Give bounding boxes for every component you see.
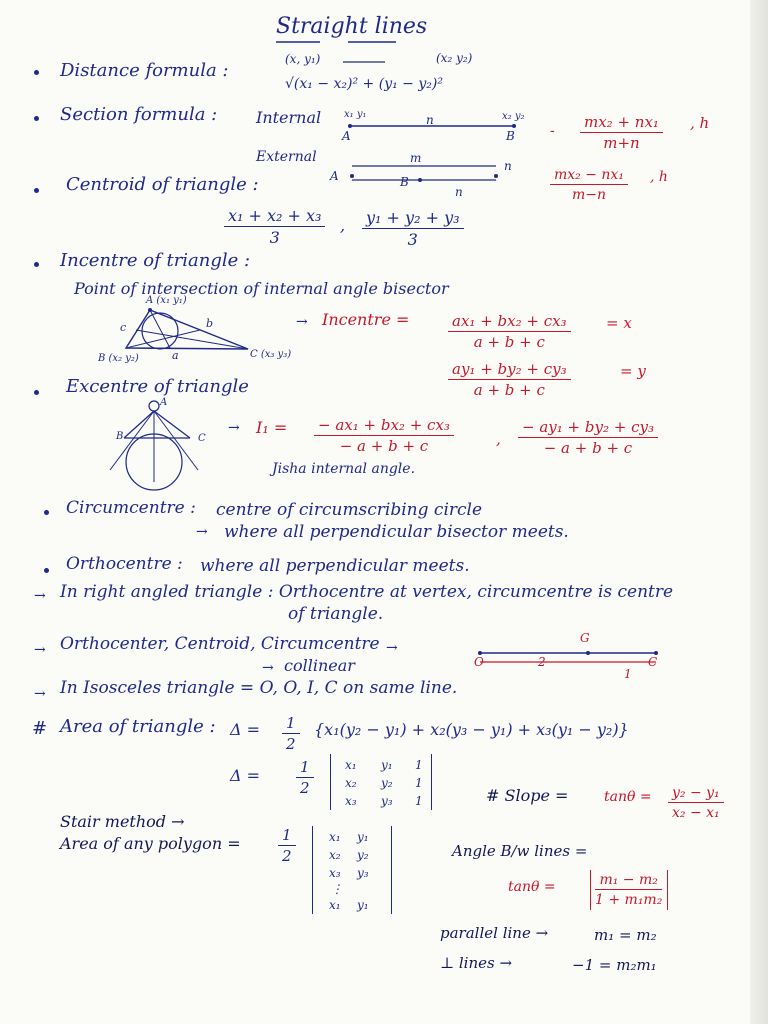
area-formula: {x₁(y₂ − y₁) + x₂(y₃ − y₁) + x₃(y₁ − y₂)} <box>314 720 629 739</box>
bullet <box>44 510 49 515</box>
perp-label: ⊥ lines → <box>440 954 513 972</box>
collinear-line: Orthocenter, Centroid, Circumcentre <box>60 634 380 654</box>
excentre-note: Jisha internal angle. <box>272 461 416 477</box>
excentre-vertex-A: A <box>160 397 168 408</box>
distance-formula: √(x₁ − x₂)² + (y₁ − y₂)² <box>285 76 443 92</box>
area-label: Area of triangle : <box>60 716 216 737</box>
orthocentre-label: Orthocentre : <box>66 554 183 574</box>
perp-value: −1 = m₂m₁ <box>572 956 657 974</box>
area-delta: Δ = <box>230 720 261 739</box>
incentre-vertex-B: B (x₂ y₂) <box>98 353 139 364</box>
incentre-arrow-label: Incentre = <box>322 310 410 329</box>
bullet <box>34 70 39 75</box>
circumcentre-desc2: where all perpendicular bisector meets. <box>224 522 569 542</box>
arrow-icon: → <box>196 524 208 540</box>
bullet <box>44 568 49 573</box>
collinear-ratio-1: 1 <box>624 667 632 681</box>
orthocentre-desc: where all perpendicular meets. <box>200 556 470 576</box>
page-edge <box>750 0 768 1024</box>
centroid-sep: , <box>340 216 346 235</box>
excentre-x-fraction: $\frac{\text{− ax₁ + bx₂ + cx₃}}{- a + b + c}$ <box>314 418 454 454</box>
section-int-B: B <box>506 129 515 143</box>
section-ext-A: A <box>330 169 339 183</box>
section-int-tail: , h <box>690 114 710 132</box>
right-angled-line1: In right angled triangle : Orthocentre at vertex, circumcentre is centre <box>60 582 674 602</box>
arrow-icon: → <box>262 660 274 676</box>
parallel-value: m₁ = m₂ <box>594 926 657 944</box>
bullet <box>34 390 39 395</box>
excentre-sep: , <box>496 430 501 448</box>
bullet <box>34 116 39 121</box>
incentre-desc: Point of intersection of internal angle bisector <box>74 279 449 298</box>
incentre-vertex-C: C (x₃ y₃) <box>250 349 292 360</box>
collinear-O: O <box>474 655 484 669</box>
section-label: Section formula : <box>60 104 218 125</box>
incentre-side-b: b <box>206 317 214 330</box>
angle-fraction: $\frac{\text{m₁ − m₂}}{\text{1 + m₁m₂}}$ <box>595 872 663 908</box>
section-ext-B: B <box>400 175 409 189</box>
stair-label: Stair method → <box>60 812 185 831</box>
circumcentre-desc: centre of circumscribing circle <box>216 500 483 520</box>
incentre-side-c: c <box>120 321 127 334</box>
angle-abs <box>590 870 668 910</box>
area-delta-2: Δ = <box>230 766 261 785</box>
section-int-n: n <box>426 113 434 127</box>
angle-tan: tanθ = <box>508 879 556 895</box>
section-int-A: A <box>342 129 351 143</box>
area-half: $\frac{1}{2}$ <box>282 716 300 752</box>
arrow-icon: → <box>34 588 46 604</box>
hash-icon: # <box>32 718 48 739</box>
polygon-determinant: x₁ y₁ x₂ y₂ x₃ y₃ ⋮ x₁ y₁ <box>312 826 392 914</box>
excentre-vertex-B: B <box>116 431 124 442</box>
incentre-x-tail: = x <box>606 314 632 332</box>
slope-label: # Slope = <box>486 786 569 805</box>
section-ext-tail: , h <box>650 169 668 185</box>
centroid-label: Centroid of triangle : <box>66 174 259 195</box>
section-internal: Internal <box>256 108 322 127</box>
bullet <box>34 262 39 267</box>
section-ext-n: n <box>455 185 463 199</box>
circumcentre-label: Circumcentre : <box>66 498 196 518</box>
incentre-label: Incentre of triangle : <box>60 250 251 271</box>
slope-fraction: $\frac{\text{y₂ − y₁}}{\text{x₂ − x₁}}$ <box>668 786 724 820</box>
collinear-diagram <box>0 0 1 1</box>
arrow-icon: → <box>34 642 46 658</box>
polygon-half: $\frac{1}{2}$ <box>278 828 296 864</box>
incentre-vertex-A: A (x₁ y₁) <box>146 295 187 306</box>
arrow-icon: → <box>296 314 308 330</box>
section-int-p1: x₁ y₁ <box>344 109 367 120</box>
stair-polygon: Area of any polygon = <box>60 834 241 853</box>
isosceles-line: In Isosceles triangle = O, O, I, C on same line. <box>60 678 458 698</box>
section-external: External <box>256 149 317 165</box>
arrow-icon: → <box>386 640 398 656</box>
slope-tan: tanθ = <box>604 789 652 805</box>
section-internal-fraction: $\frac{\text{mx₂ + nx₁}}{m+n}$ <box>580 115 663 151</box>
area-determinant: x₁ y₁ 1 x₂ y₂ 1 x₃ y₃ 1 <box>330 754 432 810</box>
collinear-sub: collinear <box>284 656 355 675</box>
distance-point-1: (x, y₁) <box>285 52 321 66</box>
incentre-side-a: a <box>172 349 179 362</box>
incentre-x-fraction: $\frac{\text{ax₁ + bx₂ + cx₃}}{a + b + c}$ <box>448 314 571 350</box>
angle-label: Angle B/w lines = <box>452 842 588 860</box>
section-external-fraction: $\frac{\text{mx₂ − nx₁}}{m-n}$ <box>550 168 628 202</box>
right-angled-line2: of triangle. <box>288 604 384 624</box>
notebook-page: Straight lines Distance formula : (x, y₁) (x₂ y₂) √(x₁ − x₂)² + (y₁ − y₂)² Section formula : Internal x₁ y₁ n x₂ y₂ A B - $\frac{\text{mx₂ + nx₁}}{m+n}$ , h External m A B n n $\frac{\text{mx₂ − nx₁}}{m-n}$ , h Centroid of triangle : $\frac{\text{x₁ + x₂ + x₃}}{3}$ , $\frac{\text{y₁ + y₂ + y₃}}{3}$ Incentre of triangle : Point of intersection of internal angle bisector A (x₁ y₁) B (x₂ y₂) C (x₃ y₃) c b a → Incentre = $\frac{\text{ax₁ + bx₂ + cx₃}}{a + b + c}$ = x $\frac{\text{ay₁ + by₂ + cy₃}}{a + b + c}$ = y Excentre of triangle A B C → I₁ = $\frac{\text{− ax₁ + bx₂ + cx₃}}{- a + b + c}$ , $\frac{\text{− ay₁ + by₂ + cy₃}}{- a + b + c}$ Jisha internal angle. Circumcentre : centre of circumscribing circle → where all perpendicular bisector meets. Orthocentre : where all perpendicular meets. → In right angled triangle : Orthocentre at vertex, circumcentre is centre of triangle. → Orthocenter, Centroid, Circumcentre → → collinear O G C 2 1 → In Isosceles triangle = O, O, I, C on same line. # Area of triangle : Δ = $\frac{1}{2}$ {x₁(y₂ − y₁) + x₂(y₃ − y₁) + x₃(y₁ − y₂)} Δ = $\frac{1}{2}$ x₁ y₁ 1 x₂ y₂ 1 x₃ y₃ 1 # Slope = tanθ = $\frac{\text{y₂ − y₁}}{\text{x₂ − x₁}}$ Stair method → Area of any polygon = $\frac{1}{2}$ x₁ y₁ x₂ y₂ x₃ y₃ ⋮ x₁ y₁ Angle B/w lines = tanθ = $\frac{\text{m₁ − m₂}}{\text{1 + m₁m₂}}$ parallel line → m₁ = m₂ ⊥ lines → −1 = m₂m₁ <box>0 0 768 1024</box>
parallel-label: parallel line → <box>440 924 549 942</box>
excentre-vertex-C: C <box>198 433 206 444</box>
section-int-p2: x₂ y₂ <box>502 111 525 122</box>
collinear-G: G <box>580 631 590 645</box>
section-ext-h: n <box>504 159 512 173</box>
section-ext-m: m <box>410 151 422 165</box>
arrow-icon: → <box>228 420 240 436</box>
excentre-I1: I₁ = <box>256 418 288 437</box>
arrow-icon: → <box>34 686 46 702</box>
distance-label: Distance formula : <box>60 60 229 81</box>
collinear-C: C <box>648 655 658 669</box>
centroid-y-fraction: $\frac{\text{y₁ + y₂ + y₃}}{3}$ <box>362 210 464 248</box>
area-half-2: $\frac{1}{2}$ <box>296 760 314 796</box>
excentre-label: Excentre of triangle <box>66 376 249 397</box>
excentre-y-fraction: $\frac{\text{− ay₁ + by₂ + cy₃}}{- a + b + c}$ <box>518 420 658 456</box>
bullet <box>34 188 39 193</box>
page-title: Straight lines <box>276 14 428 39</box>
distance-point-2: (x₂ y₂) <box>436 51 473 65</box>
incentre-y-tail: = y <box>620 362 646 380</box>
centroid-x-fraction: $\frac{\text{x₁ + x₂ + x₃}}{3}$ <box>224 208 325 246</box>
incentre-y-fraction: $\frac{\text{ay₁ + by₂ + cy₃}}{a + b + c}$ <box>448 362 571 398</box>
collinear-ratio-2: 2 <box>538 655 546 669</box>
